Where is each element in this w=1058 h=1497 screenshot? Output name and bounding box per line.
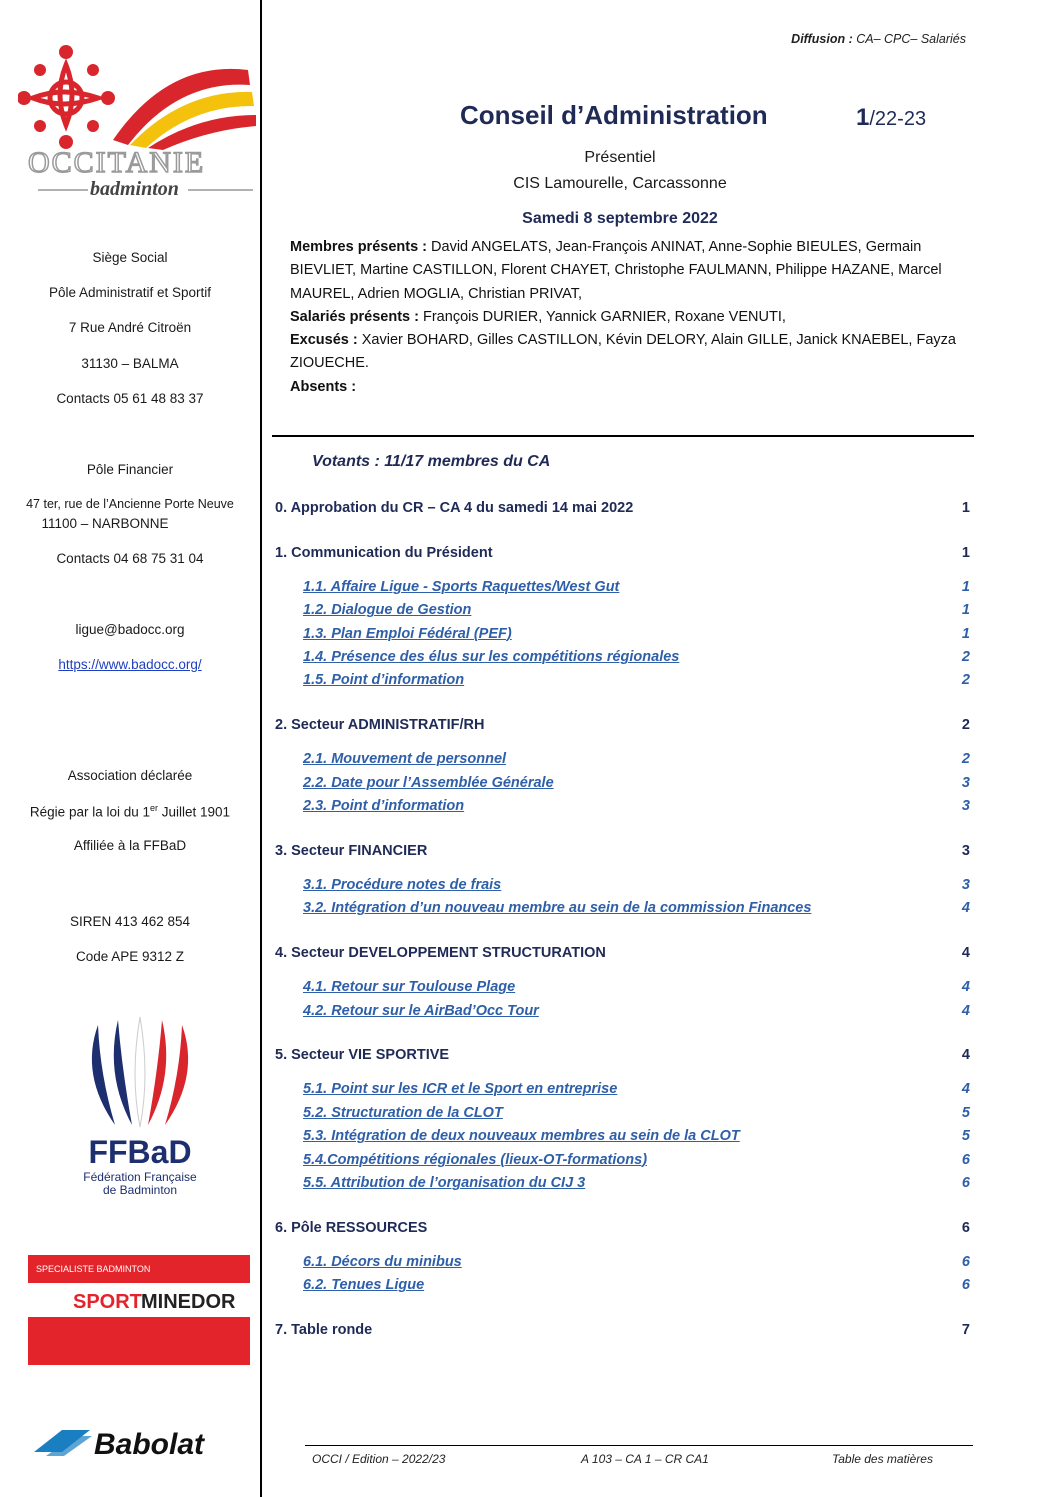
address-street: 7 Rue André Citroën xyxy=(68,320,192,335)
toc-subsection[interactable] xyxy=(303,1128,970,1150)
page-title: Conseil d’Administration xyxy=(460,100,768,130)
logo-text: OCCITANIE xyxy=(28,146,206,179)
toc-label: 1.1. Affaire Ligue - Sports Raquettes/West Gut xyxy=(303,579,620,595)
toc-subsection[interactable] xyxy=(303,1003,970,1025)
ffbad-text: FFBaD xyxy=(88,1134,192,1170)
sponsor-name-minedor: MINEDOR xyxy=(141,1291,236,1313)
siren: SIREN 413 462 854 xyxy=(69,914,191,929)
toc-page-number: 3 xyxy=(961,843,970,859)
footer-divider xyxy=(305,1445,973,1446)
babolat-logo xyxy=(32,1420,247,1465)
toc-subsection[interactable] xyxy=(303,775,970,797)
toc-label: 2.1. Mouvement de personnel xyxy=(303,751,507,767)
toc-subsection[interactable] xyxy=(303,979,970,1001)
toc-label: 4.1. Retour sur Toulouse Plage xyxy=(303,979,516,995)
toc-page-number: 5 xyxy=(961,1105,970,1121)
toc-label: 5.2. Structuration de la CLOT xyxy=(303,1105,503,1121)
occitanie-badminton-logo xyxy=(18,40,260,200)
diffusion-line: Diffusion : CA– CPC– Salariés xyxy=(791,32,966,46)
footer-edition: OCCI / Edition – 2022/23 xyxy=(312,1452,446,1466)
email-address: ligue@badocc.org xyxy=(75,622,185,637)
toc-page-number: 2 xyxy=(961,672,970,688)
meeting-date: Samedi 8 septembre 2022 xyxy=(522,210,718,227)
regie-loi: Régie par la loi du 1er Juillet 1901 xyxy=(29,803,231,820)
website-link[interactable]: https://www.badocc.org/ xyxy=(58,657,202,672)
toc-label: 5.1. Point sur les ICR et le Sport en entreprise xyxy=(303,1081,618,1097)
votants: Votants : 11/17 membres du CA xyxy=(312,453,551,470)
attendance-block xyxy=(290,236,970,399)
sponsor-tagline: SPECIALISTE BADMINTON xyxy=(36,1264,151,1274)
sidebar-divider xyxy=(260,0,262,1497)
toc-label: 3. Secteur FINANCIER xyxy=(275,843,428,859)
code-ape: Code APE 9312 Z xyxy=(75,949,185,964)
toc-label: 5.3. Intégration de deux nouveaux membres au sein de la CLOT xyxy=(303,1128,740,1144)
association-declaree: Association déclarée xyxy=(67,768,193,783)
members-label: Membres présents : xyxy=(290,239,427,255)
toc-section[interactable] xyxy=(275,545,970,567)
toc-page-number: 4 xyxy=(961,979,970,995)
toc-subsection[interactable] xyxy=(303,877,970,899)
toc-subsection[interactable] xyxy=(303,751,970,773)
toc-label: 1.3. Plan Emploi Fédéral (PEF) xyxy=(303,626,512,642)
affiliation: Affiliée à la FFBaD xyxy=(73,838,187,853)
contacts-phone-2: Contacts 04 68 75 31 04 xyxy=(56,551,204,566)
toc-section[interactable] xyxy=(275,717,970,739)
staff-list: François DURIER, Yannick GARNIER, Roxane VENUTI, xyxy=(423,308,786,325)
toc-page-number: 6 xyxy=(961,1175,970,1191)
toc-label: 5.5. Attribution de l’organisation du CIJ 3 xyxy=(303,1175,586,1191)
babolat-text: Babolat xyxy=(94,1428,205,1461)
toc-section[interactable] xyxy=(275,1322,970,1344)
toc-label: 5.4.Compétitions régionales (lieux-OT-formations) xyxy=(303,1152,648,1168)
toc-subsection[interactable] xyxy=(303,579,970,601)
toc-page-number: 4 xyxy=(961,900,970,916)
footer-section: Table des matières xyxy=(832,1452,933,1466)
toc-label: 4. Secteur DEVELOPPEMENT STRUCTURATION xyxy=(275,945,606,961)
toc-label: 2. Secteur ADMINISTRATIF/RH xyxy=(275,717,485,733)
toc-label: 6.2. Tenues Ligue xyxy=(303,1277,425,1293)
ffbad-subtext-2: de Badminton xyxy=(102,1183,178,1195)
toc-page-number: 1 xyxy=(961,579,970,595)
toc-page-number: 3 xyxy=(961,877,970,893)
toc-page-number: 4 xyxy=(961,945,970,961)
toc-section[interactable] xyxy=(275,1047,970,1069)
toc-section[interactable] xyxy=(275,500,970,522)
toc-subsection[interactable] xyxy=(303,602,970,624)
footer-reference: A 103 – CA 1 – CR CA1 xyxy=(581,1452,709,1466)
header-divider xyxy=(272,435,974,437)
website-link-wrap xyxy=(0,657,260,672)
sponsor-name-sport: SPORT xyxy=(73,1291,142,1313)
toc-page-number: 1 xyxy=(961,545,970,561)
toc-page-number: 2 xyxy=(961,649,970,665)
toc-page-number: 7 xyxy=(961,1322,970,1338)
toc-page-number: 4 xyxy=(961,1003,970,1019)
toc-page-number: 4 xyxy=(961,1047,970,1063)
logo-subtext: badminton xyxy=(90,178,179,200)
sportminedor-logo xyxy=(28,1255,250,1365)
toc-label: 1.5. Point d’information xyxy=(303,672,465,688)
toc-subsection[interactable] xyxy=(303,1105,970,1127)
members-list: David ANGELATS, Jean-François ANINAT, Anne-Sophie BIEULES, Germain BIEVLIET, Martine CASTILLON, Florent CHAYET, Christophe FAULMANN, Philippe HAZANE, Marcel MAUREL, Adrien MOGLIA, Christian PRIVAT, xyxy=(290,239,942,302)
meeting-mode: Présentiel xyxy=(584,149,656,166)
pole-financier: Pôle Financier xyxy=(86,462,174,477)
toc-subsection[interactable] xyxy=(303,1081,970,1103)
toc-section[interactable] xyxy=(275,1220,970,1242)
toc-label: 6. Pôle RESSOURCES xyxy=(275,1220,428,1236)
pole-admin: Pôle Administratif et Sportif xyxy=(48,285,212,300)
toc-page-number: 2 xyxy=(961,717,970,733)
toc-subsection[interactable] xyxy=(303,672,970,694)
toc-label: 2.3. Point d’information xyxy=(303,798,465,814)
toc-subsection[interactable] xyxy=(303,900,970,922)
toc-label: 7. Table ronde xyxy=(275,1322,373,1338)
ffbad-subtext-1: Fédération Française xyxy=(83,1170,197,1184)
toc-label: 1.2. Dialogue de Gestion xyxy=(303,602,472,618)
toc-label: 2.2. Date pour l’Assemblée Générale xyxy=(303,775,554,791)
toc-label: 3.2. Intégration d’un nouveau membre au sein de la commission Finances xyxy=(303,900,812,916)
fin-address-city: 11100 – NARBONNE xyxy=(41,516,169,531)
toc-page-number: 5 xyxy=(961,1128,970,1144)
toc-section[interactable] xyxy=(275,945,970,967)
toc-label: 1.4. Présence des élus sur les compétitions régionales xyxy=(303,649,680,665)
excused-label: Excusés : xyxy=(290,332,358,349)
ffbad-logo xyxy=(70,1015,210,1195)
toc-section[interactable] xyxy=(275,843,970,865)
fin-address-street: 47 ter, rue de l’Ancienne Porte Neuve xyxy=(26,497,234,511)
toc-label: 0. Approbation du CR – CA 4 du samedi 14 mai 2022 xyxy=(275,500,634,516)
toc-page-number: 3 xyxy=(961,798,970,814)
contacts-phone-1: Contacts 05 61 48 83 37 xyxy=(56,391,204,406)
toc-page-number: 6 xyxy=(961,1254,970,1270)
toc-subsection[interactable] xyxy=(303,1254,970,1276)
toc-label: 3.1. Procédure notes de frais xyxy=(303,877,502,893)
toc-page-number: 2 xyxy=(961,751,970,767)
toc-page-number: 6 xyxy=(961,1220,970,1236)
address-city: 31130 – BALMA xyxy=(81,356,179,371)
toc-page-number: 6 xyxy=(961,1152,970,1168)
meeting-location: CIS Lamourelle, Carcassonne xyxy=(513,175,727,192)
toc-subsection[interactable] xyxy=(303,1175,970,1197)
meeting-number: 1/22-23 xyxy=(856,104,927,131)
toc-label: 5. Secteur VIE SPORTIVE xyxy=(275,1047,450,1063)
toc-subsection[interactable] xyxy=(303,1277,970,1299)
toc-page-number: 6 xyxy=(961,1277,970,1293)
toc-page-number: 4 xyxy=(961,1081,970,1097)
toc-page-number: 3 xyxy=(961,775,970,791)
absent-label: Absents : xyxy=(290,378,357,395)
toc-page-number: 1 xyxy=(961,602,970,618)
toc-label: 6.1. Décors du minibus xyxy=(303,1254,462,1270)
toc-subsection[interactable] xyxy=(303,649,970,671)
toc-label: 1. Communication du Président xyxy=(275,545,493,561)
toc-subsection[interactable] xyxy=(303,626,970,648)
toc-label: 4.2. Retour sur le AirBad’Occ Tour xyxy=(303,1003,539,1019)
excused-list: Xavier BOHARD, Gilles CASTILLON, Kévin DELORY, Alain GILLE, Janick KNAEBEL, Fayza ZIOUECHE. xyxy=(290,332,956,372)
toc-subsection[interactable] xyxy=(303,798,970,820)
staff-label: Salariés présents : xyxy=(290,308,419,325)
toc-page-number: 1 xyxy=(961,626,970,642)
toc-page-number: 1 xyxy=(961,500,970,516)
toc-subsection[interactable] xyxy=(303,1152,970,1174)
siege-social: Siège Social xyxy=(92,250,168,265)
